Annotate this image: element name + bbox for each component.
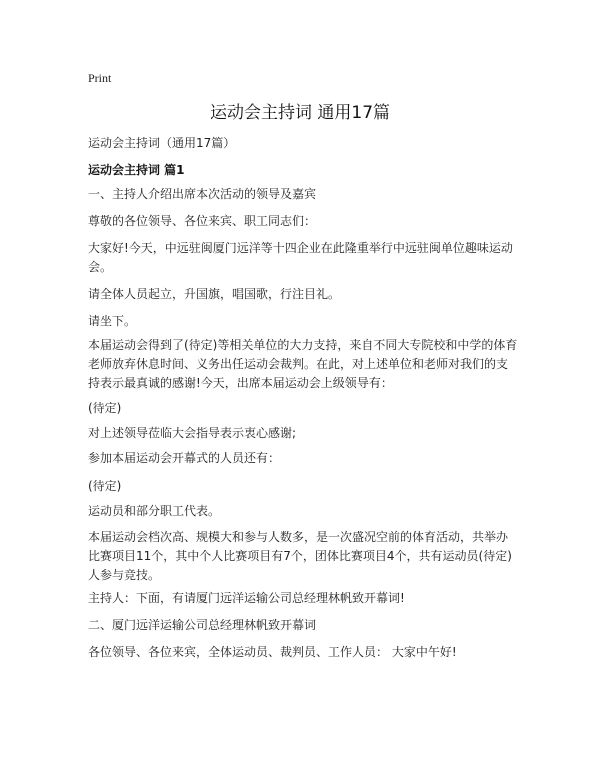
paragraph-closing-greeting: 各位领导、各位来宾，全体运动员、裁判员、工作人员： 大家中午好! [88, 645, 457, 659]
paragraph-greeting: 尊敬的各位领导、各位来宾、职工同志们： [88, 214, 317, 228]
paragraph-second-heading: 二、厦门远洋运输公司总经理林帆致开幕词 [88, 618, 317, 632]
paragraph-tbd-1: (待定) [88, 401, 122, 415]
paragraph-host-invite: 主持人：下面，有请厦门远洋运输公司总经理林帆致开幕词! [88, 591, 405, 605]
paragraph-event-summary: 本届运动会档次高、规模大和参与人数多，是一次盛况空前的体育活动，共举办比赛项目11个，其中个人比赛项目有7个，团体比赛项目4个，共有运动员(待定)人参与竞技。 [88, 530, 512, 582]
paragraph-flag-ceremony: 请全体人员起立，升国旗，唱国歌，行注目礼。 [88, 287, 341, 301]
paragraph-leaders-thanks: 对上述领导莅临大会指导表示衷心感谢; [88, 426, 297, 440]
print-label: Print [88, 71, 112, 85]
paragraph-intro-heading: 一、主持人介绍出席本次活动的领导及嘉宾 [88, 187, 317, 201]
paragraph-opening: 大家好!今天，中远驻闽厦门远洋等十四企业在此隆重举行中远驻闽单位趣味运动会。 [88, 241, 513, 274]
paragraph-attendees: 参加本届运动会开幕式的人员还有： [88, 451, 281, 465]
paragraph-support-thanks: 本届运动会得到了(待定)等相关单位的大力支持，来自不同大专院校和中学的体育老师放弃休息时间、义务出任运动会裁判。在此，对上述单位和老师对我们的支持表示最真诚的感谢!今天，出席本届运动会上级领导有： [88, 338, 518, 390]
paragraph-athletes: 运动员和部分职工代表。 [88, 504, 221, 518]
paragraph-sit-down: 请坐下。 [88, 314, 137, 328]
section-heading: 运动会主持词 篇1 [88, 163, 185, 177]
paragraph-tbd-2: (待定) [88, 479, 122, 493]
page-title: 运动会主持词 通用17篇 [209, 103, 391, 123]
document-subtitle: 运动会主持词（通用17篇） [88, 136, 236, 150]
